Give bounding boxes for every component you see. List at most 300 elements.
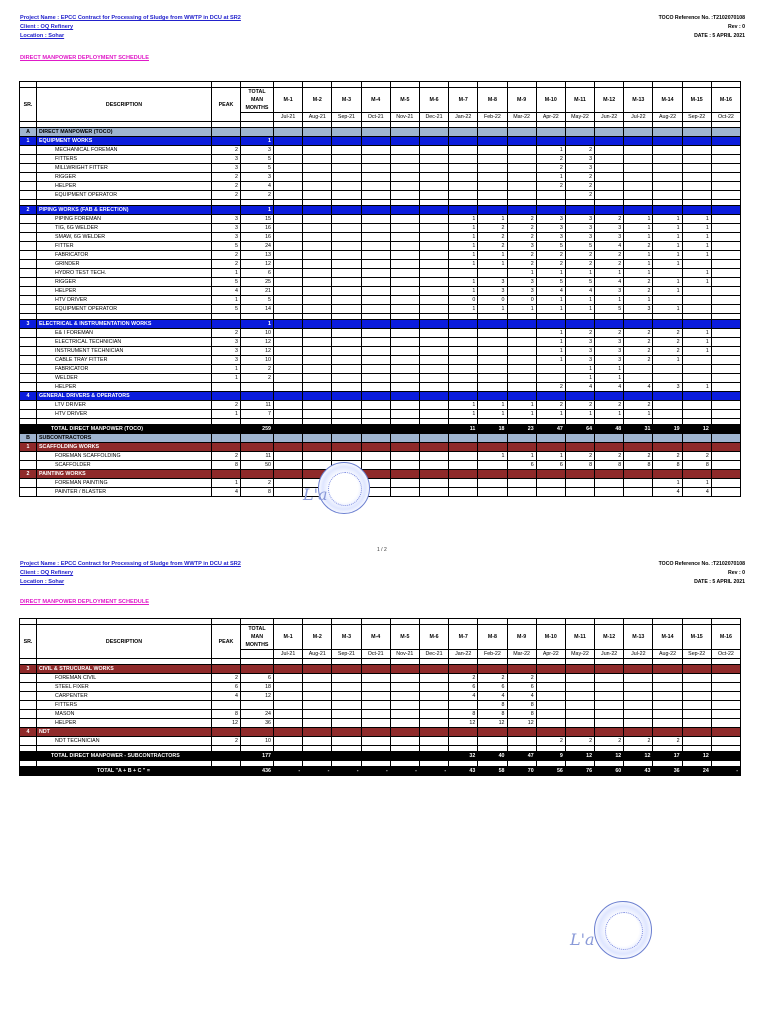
description-cell: PAINTING WORKS <box>37 470 212 479</box>
month-value-cell: 12 <box>595 752 624 761</box>
peak-cell: 3 <box>212 155 241 164</box>
month-header: M-13 <box>624 625 653 650</box>
month-value-cell: 4 <box>565 287 594 296</box>
month-value-cell: 23 <box>507 425 536 434</box>
month-value-cell <box>478 191 507 200</box>
month-value-cell: 1 <box>682 329 711 338</box>
peak-cell <box>212 701 241 710</box>
total-header-line: MONTHS <box>245 105 269 111</box>
total-cell: 177 <box>241 752 274 761</box>
month-value-cell: 56 <box>536 767 565 776</box>
month-value-cell: 2 <box>624 338 653 347</box>
month-value-cell: 2 <box>507 674 536 683</box>
month-value-cell <box>303 173 332 182</box>
month-value-cell <box>303 434 332 443</box>
total-cell: 7 <box>241 410 274 419</box>
month-value-cell <box>390 269 419 278</box>
month-value-cell <box>303 365 332 374</box>
month-value-cell: 1 <box>682 479 711 488</box>
month-value-cell <box>303 452 332 461</box>
month-value-cell <box>332 215 361 224</box>
month-value-cell: 1 <box>682 233 711 242</box>
month-value-cell <box>624 701 653 710</box>
description-header: DESCRIPTION <box>37 88 212 122</box>
month-value-cell <box>390 329 419 338</box>
month-value-cell <box>274 737 303 746</box>
month-value-cell <box>711 215 740 224</box>
month-value-cell <box>682 260 711 269</box>
month-value-cell <box>565 320 594 329</box>
sr-header: SR. <box>20 625 37 659</box>
sr-cell <box>20 401 37 410</box>
total-cell: 10 <box>241 356 274 365</box>
month-value-cell <box>624 683 653 692</box>
total-cell <box>241 434 274 443</box>
month-value-cell <box>653 173 682 182</box>
month-value-cell <box>595 137 624 146</box>
month-value-cell <box>419 383 448 392</box>
month-value-cell <box>653 146 682 155</box>
month-value-cell <box>274 305 303 314</box>
month-value-cell <box>653 365 682 374</box>
blue-row <box>20 206 741 215</box>
peak-cell: 3 <box>212 233 241 242</box>
month-value-cell <box>274 242 303 251</box>
month-value-cell <box>507 488 536 497</box>
month-value-cell: 1 <box>624 410 653 419</box>
month-value-cell <box>536 719 565 728</box>
month-value-cell <box>682 737 711 746</box>
month-value-cell: 1 <box>449 278 478 287</box>
month-value-cell: 3 <box>565 224 594 233</box>
month-value-cell <box>274 488 303 497</box>
month-value-cell <box>303 710 332 719</box>
month-value-cell <box>507 737 536 746</box>
date-header: Jan-22 <box>449 650 478 659</box>
sr-cell <box>20 191 37 200</box>
month-value-cell <box>361 338 390 347</box>
month-value-cell <box>711 329 740 338</box>
month-value-cell: 24 <box>682 767 711 776</box>
month-value-cell <box>332 296 361 305</box>
month-value-cell <box>653 392 682 401</box>
total-man-months-header <box>241 88 274 113</box>
date-header: Jun-22 <box>595 113 624 122</box>
description-cell: FITTERS <box>37 701 212 710</box>
sr-cell <box>20 338 37 347</box>
month-value-cell <box>536 365 565 374</box>
month-value-cell: 1 <box>595 374 624 383</box>
month-value-cell <box>332 320 361 329</box>
month-value-cell <box>711 164 740 173</box>
month-value-cell: 2 <box>653 452 682 461</box>
month-value-cell <box>536 374 565 383</box>
month-value-cell <box>361 425 390 434</box>
peak-cell <box>212 728 241 737</box>
sr-cell <box>20 767 37 776</box>
month-value-cell <box>595 488 624 497</box>
peak-cell: 1 <box>212 479 241 488</box>
month-value-cell <box>478 338 507 347</box>
blackc-row <box>20 767 741 776</box>
peak-cell: 3 <box>212 338 241 347</box>
peak-cell <box>212 392 241 401</box>
month-value-cell <box>711 665 740 674</box>
month-value-cell <box>682 665 711 674</box>
month-value-cell: 3 <box>624 305 653 314</box>
month-value-cell: 4 <box>595 242 624 251</box>
month-value-cell <box>361 692 390 701</box>
month-value-cell <box>711 701 740 710</box>
month-value-cell <box>536 206 565 215</box>
month-value-cell <box>536 674 565 683</box>
sr-cell <box>20 269 37 278</box>
month-value-cell <box>595 434 624 443</box>
month-header: M-9 <box>507 625 536 650</box>
month-value-cell <box>332 287 361 296</box>
month-value-cell: 4 <box>478 692 507 701</box>
month-value-cell <box>565 728 594 737</box>
sr-cell <box>20 452 37 461</box>
month-value-cell: 12 <box>478 719 507 728</box>
total-cell: 6 <box>241 269 274 278</box>
month-value-cell <box>303 215 332 224</box>
month-value-cell: 2 <box>536 260 565 269</box>
month-value-cell: 70 <box>507 767 536 776</box>
month-value-cell <box>419 224 448 233</box>
month-value-cell: 8 <box>478 710 507 719</box>
month-value-cell <box>361 383 390 392</box>
month-header: M-6 <box>419 88 448 113</box>
month-value-cell <box>303 356 332 365</box>
month-value-cell <box>565 470 594 479</box>
description-header: DESCRIPTION <box>37 625 212 659</box>
description-cell: DIRECT MANPOWER (TOCO) <box>37 128 212 137</box>
month-value-cell <box>711 278 740 287</box>
table-row <box>20 737 741 746</box>
month-value-cell <box>449 128 478 137</box>
month-value-cell: 4 <box>624 383 653 392</box>
month-value-cell <box>653 137 682 146</box>
sr-cell <box>20 356 37 365</box>
month-value-cell: 1 <box>478 410 507 419</box>
month-value-cell <box>361 164 390 173</box>
month-value-cell <box>653 470 682 479</box>
peak-cell: 8 <box>212 710 241 719</box>
month-value-cell <box>419 752 448 761</box>
table-row <box>20 365 741 374</box>
description-cell: ELECTRICAL & INSTRUMENTATION WORKS <box>37 320 212 329</box>
month-value-cell <box>361 365 390 374</box>
month-value-cell <box>274 182 303 191</box>
month-value-cell: 12 <box>682 752 711 761</box>
month-value-cell <box>653 320 682 329</box>
month-value-cell <box>595 674 624 683</box>
month-value-cell <box>361 452 390 461</box>
total-cell: 36 <box>241 719 274 728</box>
month-value-cell: 1 <box>507 305 536 314</box>
header-left <box>20 560 241 587</box>
table-row <box>20 347 741 356</box>
month-value-cell: 1 <box>565 410 594 419</box>
month-value-cell <box>419 251 448 260</box>
description-cell: HELPER <box>37 383 212 392</box>
month-value-cell <box>303 665 332 674</box>
month-value-cell <box>711 674 740 683</box>
reference-number: TOCO Reference No. :T2102070108 <box>658 15 745 21</box>
month-value-cell <box>303 224 332 233</box>
month-value-cell: 2 <box>624 356 653 365</box>
month-value-cell <box>449 347 478 356</box>
column-header-row <box>20 625 741 650</box>
month-value-cell <box>711 146 740 155</box>
month-value-cell <box>507 356 536 365</box>
month-value-cell <box>332 752 361 761</box>
month-value-cell <box>390 224 419 233</box>
month-value-cell <box>449 338 478 347</box>
month-value-cell <box>332 329 361 338</box>
month-header: M-7 <box>449 625 478 650</box>
month-value-cell <box>419 401 448 410</box>
total-cell: 1 <box>241 206 274 215</box>
month-value-cell <box>711 356 740 365</box>
month-value-cell <box>682 173 711 182</box>
month-value-cell <box>595 443 624 452</box>
date-header: Jul-22 <box>624 650 653 659</box>
sr-cell: 3 <box>20 320 37 329</box>
month-value-cell: 1 <box>478 251 507 260</box>
month-value-cell: 1 <box>682 251 711 260</box>
total-cell: 16 <box>241 224 274 233</box>
month-value-cell: 4 <box>682 488 711 497</box>
month-value-cell: 2 <box>653 737 682 746</box>
month-value-cell: 3 <box>536 224 565 233</box>
month-value-cell <box>507 347 536 356</box>
month-value-cell: 1 <box>595 410 624 419</box>
month-value-cell <box>303 674 332 683</box>
month-value-cell <box>653 401 682 410</box>
description-cell: WELDER <box>37 374 212 383</box>
month-value-cell: 1 <box>449 224 478 233</box>
month-value-cell: 2 <box>565 329 594 338</box>
month-value-cell: 2 <box>565 191 594 200</box>
month-value-cell <box>390 470 419 479</box>
month-value-cell <box>274 701 303 710</box>
month-value-cell <box>419 392 448 401</box>
total-cell: 13 <box>241 251 274 260</box>
peak-cell: 2 <box>212 260 241 269</box>
month-value-cell: 3 <box>478 278 507 287</box>
month-value-cell <box>624 191 653 200</box>
month-value-cell <box>449 728 478 737</box>
month-value-cell <box>449 206 478 215</box>
month-value-cell: 2 <box>565 260 594 269</box>
column-header-row <box>20 88 741 113</box>
month-header: M-10 <box>536 625 565 650</box>
date-header: Sep-21 <box>332 650 361 659</box>
table-row <box>20 269 741 278</box>
month-value-cell <box>711 365 740 374</box>
month-value-cell <box>682 155 711 164</box>
company-stamp <box>594 901 652 959</box>
month-value-cell <box>449 701 478 710</box>
month-value-cell <box>711 182 740 191</box>
month-value-cell <box>390 692 419 701</box>
grey-row <box>20 128 741 137</box>
month-value-cell <box>303 392 332 401</box>
month-header: M-15 <box>682 88 711 113</box>
month-header: M-13 <box>624 88 653 113</box>
month-value-cell: 17 <box>653 752 682 761</box>
table-row <box>20 287 741 296</box>
month-value-cell <box>303 701 332 710</box>
table-row <box>20 155 741 164</box>
month-value-cell <box>536 443 565 452</box>
month-value-cell <box>419 488 448 497</box>
month-value-cell <box>682 710 711 719</box>
month-value-cell <box>449 392 478 401</box>
month-value-cell: 1 <box>449 242 478 251</box>
month-value-cell <box>274 479 303 488</box>
month-value-cell <box>332 356 361 365</box>
month-value-cell <box>390 683 419 692</box>
month-value-cell <box>711 374 740 383</box>
month-value-cell: 8 <box>653 461 682 470</box>
month-value-cell <box>653 692 682 701</box>
month-value-cell: 9 <box>536 752 565 761</box>
month-value-cell <box>711 443 740 452</box>
reference-number: TOCO Reference No. :T2102070108 <box>658 561 745 567</box>
date-header: Jul-21 <box>274 650 303 659</box>
month-value-cell <box>332 674 361 683</box>
month-value-cell <box>653 296 682 305</box>
peak-cell <box>212 383 241 392</box>
date-header: Aug-22 <box>653 113 682 122</box>
month-value-cell: 3 <box>565 356 594 365</box>
month-value-cell <box>711 719 740 728</box>
month-value-cell: 1 <box>536 452 565 461</box>
month-header: M-11 <box>565 625 594 650</box>
month-value-cell <box>624 137 653 146</box>
month-value-cell <box>536 392 565 401</box>
total-cell: 21 <box>241 287 274 296</box>
description-cell: STEEL FIXER <box>37 683 212 692</box>
month-header: M-8 <box>478 88 507 113</box>
month-value-cell: 1 <box>653 479 682 488</box>
month-value-cell <box>682 206 711 215</box>
date-header: Sep-21 <box>332 113 361 122</box>
description-cell: TIG, 6G WELDER <box>37 224 212 233</box>
month-value-cell <box>711 224 740 233</box>
month-value-cell <box>332 146 361 155</box>
month-value-cell <box>361 674 390 683</box>
peak-cell: 5 <box>212 242 241 251</box>
description-cell: FOREMAN SCAFFOLDING <box>37 452 212 461</box>
blue-row <box>20 320 741 329</box>
month-value-cell: 8 <box>449 710 478 719</box>
total-cell: 5 <box>241 164 274 173</box>
total-cell: 2 <box>241 374 274 383</box>
month-value-cell: 1 <box>536 305 565 314</box>
month-value-cell: 2 <box>507 251 536 260</box>
month-value-cell <box>536 137 565 146</box>
month-value-cell <box>682 128 711 137</box>
table-row <box>20 215 741 224</box>
month-value-cell <box>361 683 390 692</box>
month-value-cell: 2 <box>624 452 653 461</box>
month-value-cell: 2 <box>536 401 565 410</box>
total-cell <box>241 383 274 392</box>
date-header: Oct-21 <box>361 113 390 122</box>
month-value-cell <box>303 425 332 434</box>
project-name: Project Name : EPCC Contract for Processing of Sludge from WWTP in DCU at SR2 <box>20 15 241 21</box>
month-header: M-12 <box>595 625 624 650</box>
month-value-cell <box>303 128 332 137</box>
table-row <box>20 692 741 701</box>
description-cell: HELPER <box>37 719 212 728</box>
month-value-cell <box>595 320 624 329</box>
description-cell: INSTRUMENT TECHNICIAN <box>37 347 212 356</box>
month-value-cell <box>274 434 303 443</box>
total-cell: 12 <box>241 338 274 347</box>
month-value-cell <box>274 206 303 215</box>
month-value-cell <box>419 278 448 287</box>
month-value-cell <box>274 470 303 479</box>
date-header: Feb-22 <box>478 650 507 659</box>
month-header: M-8 <box>478 625 507 650</box>
month-value-cell <box>682 434 711 443</box>
description-cell: LTV DRIVER <box>37 401 212 410</box>
month-value-cell <box>449 488 478 497</box>
month-value-cell: - <box>274 767 303 776</box>
month-value-cell: 1 <box>653 215 682 224</box>
month-value-cell <box>711 233 740 242</box>
month-header: M-3 <box>332 88 361 113</box>
month-value-cell <box>361 296 390 305</box>
description-cell: GENERAL DRIVERS & OPERATORS <box>37 392 212 401</box>
month-value-cell: 1 <box>536 410 565 419</box>
total-cell: 1 <box>241 137 274 146</box>
grey-row <box>20 434 741 443</box>
month-value-cell <box>478 434 507 443</box>
month-value-cell <box>624 206 653 215</box>
month-header: M-5 <box>390 88 419 113</box>
sr-cell <box>20 146 37 155</box>
month-value-cell: 1 <box>624 251 653 260</box>
month-value-cell <box>332 425 361 434</box>
month-value-cell <box>332 251 361 260</box>
month-value-cell <box>478 269 507 278</box>
month-value-cell <box>449 737 478 746</box>
peak-cell: 1 <box>212 296 241 305</box>
date-header: Apr-22 <box>536 113 565 122</box>
month-header: M-16 <box>711 625 740 650</box>
month-value-cell <box>653 191 682 200</box>
month-value-cell: 1 <box>653 233 682 242</box>
month-value-cell <box>624 434 653 443</box>
month-value-cell <box>478 728 507 737</box>
total-cell: 11 <box>241 401 274 410</box>
table-row <box>20 356 741 365</box>
month-value-cell <box>449 146 478 155</box>
month-value-cell <box>274 173 303 182</box>
sr-cell <box>20 752 37 761</box>
month-value-cell: 8 <box>507 710 536 719</box>
month-value-cell: 3 <box>565 215 594 224</box>
date-header: Nov-21 <box>390 113 419 122</box>
month-value-cell <box>711 737 740 746</box>
date-header: Oct-21 <box>361 650 390 659</box>
